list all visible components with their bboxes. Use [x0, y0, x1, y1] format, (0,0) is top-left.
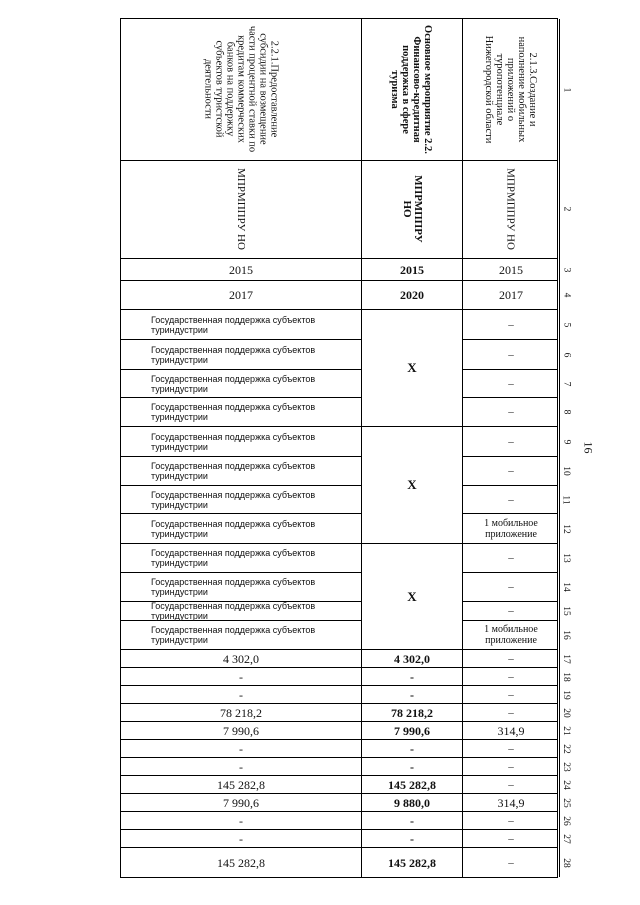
support-cell: Государственная поддержка субъектов туриндустрии — [151, 314, 316, 335]
finance-col1: - — [239, 831, 243, 846]
dash-cell: – — [508, 318, 514, 331]
row-number: 19 — [561, 689, 571, 700]
finance-col3: – — [508, 832, 514, 845]
finance-col1: - — [239, 813, 243, 828]
support-cell: Государственная поддержка субъектов туриндустрии — [151, 518, 316, 539]
support-cell: Государственная поддержка субъектов туриндустрии — [151, 577, 316, 597]
col2-executor: МПРМППРУ НО — [401, 175, 424, 243]
col2-name: Основное мероприятие 2.2. Финансово-кредитная поддержка в сфере туризма — [389, 25, 434, 154]
finance-col3: – — [508, 856, 514, 869]
row-number: 10 — [561, 466, 571, 476]
finance-col2: - — [410, 741, 414, 756]
finance-col2: 145 282,8 — [388, 855, 436, 870]
col2-start: 2015 — [400, 262, 424, 277]
support-cell: Государственная поддержка субъектов туриндустрии — [151, 344, 316, 365]
row-number: 22 — [561, 743, 571, 754]
dash-cell: – — [508, 348, 514, 361]
col3-name: 2.1.3.Создание и наполнение мобильных приложений о туропотенциале Нижегородской области — [483, 35, 538, 144]
dash-cell: – — [508, 435, 514, 448]
support-cell: Государственная поддержка субъектов туриндустрии — [151, 431, 316, 452]
x-mark: X — [407, 477, 417, 492]
finance-col1: - — [239, 759, 243, 774]
finance-col3: 314,9 — [497, 795, 525, 810]
row-number: 11 — [561, 494, 571, 505]
finance-col3: – — [508, 688, 514, 701]
finance-col3: – — [508, 670, 514, 683]
dash-cell: – — [508, 377, 514, 390]
row-number: 4 — [561, 292, 571, 298]
finance-col1: 4 302,0 — [223, 651, 259, 666]
col1-executor: МПРМППРУ НО — [235, 168, 248, 250]
finance-col3: 314,9 — [497, 723, 525, 738]
col1-name: 2.2.1.Предоставление субсидии на возмещение части процентной ставки по кредитам коммерческих банков на поддержку субъектов туристской деятельности — [203, 25, 280, 153]
finance-col1: - — [239, 669, 243, 684]
row-number: 21 — [561, 725, 571, 736]
finance-col2: 145 282,8 — [388, 777, 436, 792]
finance-col1: - — [239, 687, 243, 702]
finance-col2: - — [410, 813, 414, 828]
row-number: 9 — [561, 439, 571, 444]
col2-end: 2020 — [400, 288, 424, 302]
col1-end: 2017 — [229, 288, 253, 302]
finance-col1: 145 282,8 — [217, 777, 265, 792]
finance-col3: – — [508, 778, 514, 791]
mobile-app-cell: 1 мобильное приложение — [484, 624, 538, 646]
support-cell: Государственная поддержка субъектов туриндустрии — [151, 625, 316, 645]
support-cell: Государственная поддержка субъектов туриндустрии — [151, 489, 316, 510]
col1-start: 2015 — [229, 262, 253, 277]
row-number: 16 — [561, 630, 571, 640]
finance-col3: – — [508, 814, 514, 827]
row-number: 25 — [561, 797, 571, 808]
row-number: 27 — [561, 833, 571, 844]
dash-cell: – — [508, 605, 514, 617]
finance-col3: – — [508, 652, 514, 665]
support-cell: Государственная поддержка субъектов туриндустрии — [151, 461, 316, 481]
finance-col2: 7 990,6 — [394, 723, 430, 738]
dash-cell: – — [508, 581, 514, 593]
row-number: 24 — [561, 779, 571, 790]
finance-col2: - — [410, 669, 414, 684]
row-number: 26 — [561, 815, 571, 826]
col3-end: 2017 — [499, 288, 523, 302]
support-cell: Государственная поддержка субъектов туриндустрии — [151, 548, 316, 568]
row-number: 18 — [561, 671, 571, 682]
finance-col2: - — [410, 759, 414, 774]
row-number: 2 — [561, 206, 571, 212]
row-number: 15 — [561, 606, 571, 616]
page-number: 16 — [581, 441, 596, 454]
row-number: 14 — [561, 582, 571, 592]
row-number: 5 — [561, 322, 571, 327]
support-cell: Государственная поддержка субъектов туриндустрии — [151, 601, 316, 621]
support-cell: Государственная поддержка субъектов туриндустрии — [151, 402, 316, 422]
row-number: 13 — [561, 553, 571, 563]
row-number: 12 — [561, 523, 571, 534]
row-number: 6 — [561, 352, 571, 357]
support-cell: Государственная поддержка субъектов туриндустрии — [151, 373, 316, 394]
finance-col2: 9 880,0 — [394, 795, 430, 810]
row-number: 7 — [561, 381, 571, 386]
row-number: 8 — [561, 409, 571, 415]
program-table — [120, 18, 571, 878]
finance-col1: 7 990,6 — [223, 723, 259, 738]
mobile-app-cell: 1 мобильное приложение — [484, 517, 538, 540]
dash-cell: – — [508, 465, 514, 477]
row-number: 23 — [561, 761, 571, 772]
finance-col1: 78 218,2 — [220, 705, 262, 720]
row-number: 28 — [561, 857, 571, 868]
finance-col1: 7 990,6 — [223, 795, 259, 810]
finance-col1: - — [239, 741, 243, 756]
col3-executor: МПРМППРУ НО — [505, 168, 517, 250]
dash-cell: – — [508, 493, 514, 506]
row-number: 20 — [561, 707, 571, 718]
finance-col2: - — [410, 687, 414, 702]
finance-col3: – — [508, 742, 514, 755]
dash-cell: – — [508, 552, 514, 564]
dash-cell: – — [508, 406, 514, 418]
x-mark: X — [407, 360, 417, 375]
row-number: 17 — [561, 653, 571, 664]
finance-col3: – — [508, 760, 514, 773]
row-number: 1 — [561, 87, 571, 92]
col3-start: 2015 — [499, 262, 523, 277]
x-mark: X — [407, 588, 417, 604]
finance-col2: 78 218,2 — [391, 705, 433, 720]
finance-col1: 145 282,8 — [217, 855, 265, 870]
row-number: 3 — [561, 267, 571, 272]
finance-col3: – — [508, 706, 514, 719]
finance-col2: - — [410, 831, 414, 846]
finance-col2: 4 302,0 — [394, 651, 430, 666]
